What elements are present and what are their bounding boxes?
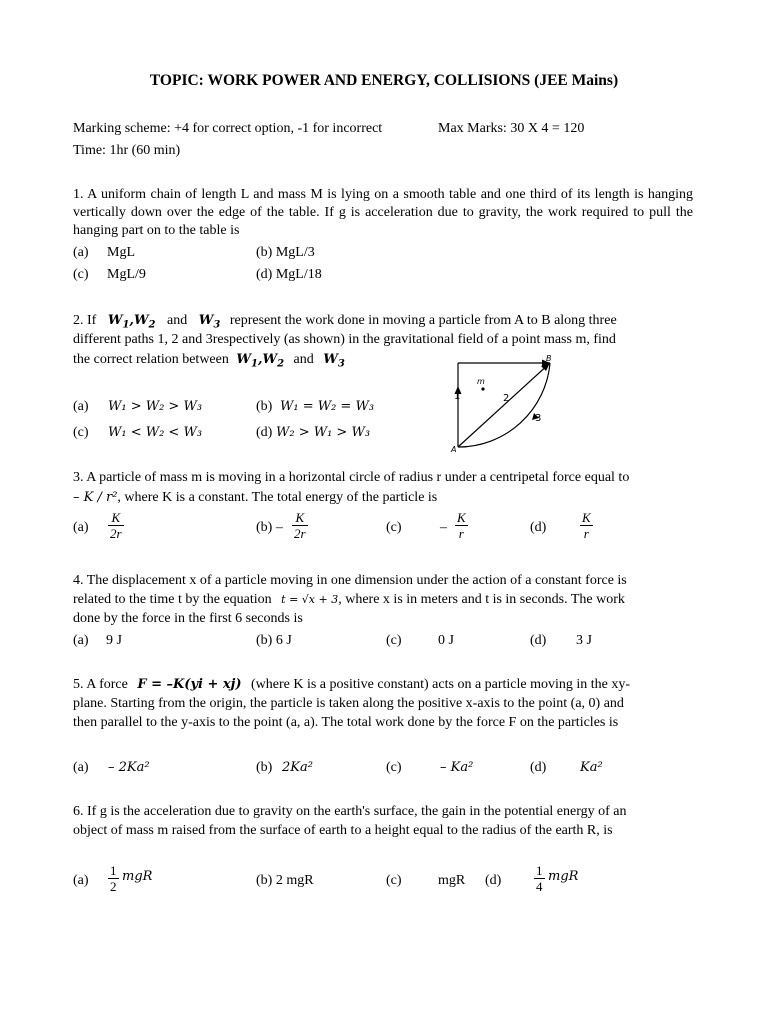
q3-line-1: 3. A particle of mass m is moving in a horizontal circle of radius r under a centripetal force equal to — [73, 470, 630, 485]
q4-option-b: (b) 6 J — [256, 633, 292, 648]
q6-option-a: mgR — [122, 869, 153, 884]
page-title: TOPIC: WORK POWER AND ENERGY, COLLISIONS (JEE Mains) — [149, 72, 619, 89]
q4-option-a: 9 J — [106, 633, 122, 648]
q4-line-2-b: , where x is in meters and t is in seconds. The work — [338, 592, 625, 607]
q6-option-d: mgR — [548, 869, 579, 884]
q2-w3-b: $W_3$ — [323, 352, 345, 370]
q3-option-d: $\frac{K}{r}$ — [582, 510, 591, 541]
q1-option-c: MgL/9 — [107, 267, 146, 282]
q6-line-1: 6. If g is the acceleration due to gravity on the earth's surface, the gain in the potential energy of an — [73, 804, 627, 819]
q2-option-c-label: (c) — [73, 425, 89, 440]
q6-option-c: mgR — [438, 873, 466, 888]
q6-option-d-label: (d) — [485, 873, 502, 888]
q3-option-a-label: (a) — [73, 520, 89, 535]
diagram-path-1: 1 — [454, 391, 461, 402]
q5-option-b-label: (b) — [256, 760, 273, 775]
q5-line-2: plane. Starting from the origin, the particle is taken along the positive x-axis to the point (a, 0) and — [73, 696, 624, 711]
q4-line-2-a: related to the time t by the equation — [73, 592, 272, 607]
q3-option-c-label: (c) — [386, 520, 402, 535]
q2-relation-text: the correct relation between — [73, 352, 229, 367]
q5-option-d: Ka² — [580, 760, 603, 775]
q2-w3: $W_3$ — [198, 313, 221, 331]
q5-line-1-a: 5. A force — [73, 677, 128, 692]
q2-line-2: different paths 1, 2 and 3respectively (as shown) in the gravitational field of a point mass m, find — [73, 332, 616, 347]
q4-option-a-label: (a) — [73, 633, 89, 648]
q3-line-2 — [73, 489, 437, 507]
q1-option-b: (b) MgL/3 — [256, 245, 315, 260]
q2-and-2: and — [293, 352, 314, 367]
q2-line-3 — [73, 351, 345, 374]
q5-line-3: then parallel to the y-axis to the point (a, a). The total work done by the force F on the particles is — [73, 715, 619, 730]
q4-option-c-label: (c) — [386, 633, 402, 648]
q3-line-2-rest: , where K is a constant. The total energy of the particle is — [117, 490, 438, 505]
diagram-path-3: 3 — [535, 413, 542, 424]
q4-option-d: 3 J — [576, 633, 592, 648]
q2-option-b-label: (b) — [256, 399, 273, 414]
q4-line-1: 4. The displacement x of a particle moving in one dimension under the action of a constant force is — [73, 573, 627, 588]
q1-option-a: MgL — [107, 245, 135, 260]
diagram-label-b: B — [546, 354, 552, 363]
q6-option-d-fraction: $\frac{1}{4}$ — [536, 863, 543, 894]
q4-option-c: 0 J — [438, 633, 454, 648]
q2-path-diagram — [445, 350, 565, 460]
q6-option-b: (b) 2 mgR — [256, 873, 314, 888]
q3-option-a: $\frac{K}{2r}$ — [110, 510, 122, 541]
q2-if: 2. If — [73, 313, 97, 328]
q2-option-b: W₁ = W₂ = W₃ — [280, 399, 375, 414]
q5-option-d-label: (d) — [530, 760, 547, 775]
q1-option-a-label: (a) — [73, 245, 89, 260]
q5-option-c: – Ka² — [440, 760, 474, 775]
q6-option-a-label: (a) — [73, 873, 89, 888]
marking-scheme: Marking scheme: +4 for correct option, -1 for incorrect — [73, 121, 383, 136]
q3-option-b: $\frac{K}{2r}$ — [294, 510, 306, 541]
q2-option-d: W₂ > W₁ > W₃ — [276, 425, 371, 440]
q2-option-c: W₁ < W₂ < W₃ — [108, 425, 203, 440]
q2-and-1: and — [167, 313, 188, 328]
q5-option-b: 2Ka² — [282, 760, 313, 775]
q3-option-c: $\frac{K}{r}$ — [457, 510, 466, 541]
q5-option-c-label: (c) — [386, 760, 402, 775]
q3-option-c-sign: – — [440, 520, 447, 535]
diagram-label-m: m — [477, 377, 485, 386]
q5-option-a-label: (a) — [73, 760, 89, 775]
q5-option-a: – 2Ka² — [108, 760, 150, 775]
q2-line-1-rest: represent the work done in moving a particle from A to B along three — [229, 313, 617, 328]
q5-line-1 — [73, 676, 630, 694]
q2-option-a-label: (a) — [73, 399, 89, 414]
q4-option-d-label: (d) — [530, 633, 547, 648]
q3-force-expression: – K / r² — [73, 490, 118, 505]
q4-equation: t = √x + 3 — [281, 593, 339, 606]
q2-option-a: W₁ > W₂ > W₃ — [108, 399, 203, 414]
q4-line-3: done by the force in the first 6 seconds is — [73, 611, 303, 626]
q1-option-d: (d) MgL/18 — [256, 267, 322, 282]
question-1-text: 1. A uniform chain of length L and mass M is lying on a smooth table and one third of its length is hanging vertically down over the edge of the table. If g is acceleration due to gravity, the work required to pull the hanging part on to the table is — [73, 187, 693, 238]
q2-w1-w2: $W_1,W_2$ — [107, 313, 156, 331]
q3-option-b-label: (b) – — [256, 520, 283, 535]
q3-option-d-label: (d) — [530, 520, 547, 535]
q4-line-2 — [73, 591, 625, 609]
q6-option-a-fraction: $\frac{1}{2}$ — [110, 863, 117, 894]
max-marks: Max Marks: 30 X 4 = 120 — [438, 121, 585, 136]
q2-w1-w2-b: $W_1,W_2$ — [236, 352, 285, 370]
time-limit: Time: 1hr (60 min) — [73, 143, 181, 158]
q1-option-c-label: (c) — [73, 267, 89, 282]
q6-line-2: object of mass m raised from the surface of earth to a height equal to the radius of the earth R, is — [73, 823, 613, 838]
diagram-label-a: A — [451, 445, 457, 454]
q2-option-d-label: (d) — [256, 425, 273, 440]
q6-option-c-label: (c) — [386, 873, 402, 888]
diagram-path-2: 2 — [503, 393, 510, 404]
q5-force-expression: F = –K(yi + xj) — [137, 677, 242, 692]
q5-line-1-b: (where K is a positive constant) acts on a particle moving in the xy- — [251, 677, 631, 692]
